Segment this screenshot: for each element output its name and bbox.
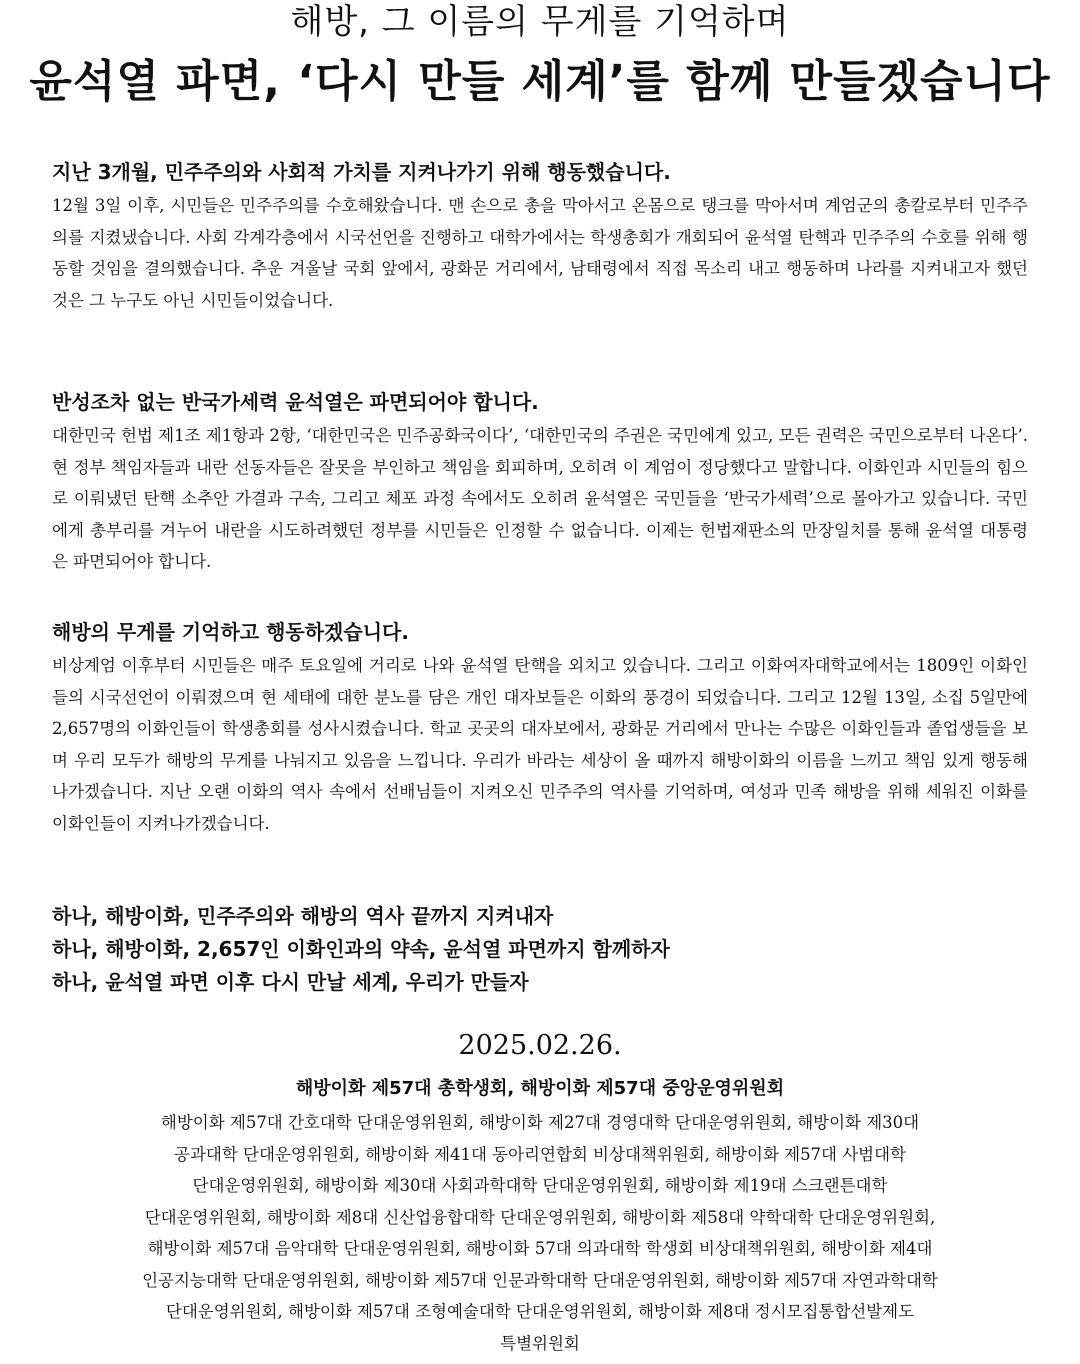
committee-line: 해방이화 제57대 간호대학 단대운영위원회, 해방이화 제27대 경영대학 단대운영위원회, 해방이화 제30대 <box>160 1113 920 1132</box>
section-3-body: 비상계엄 이후부터 시민들은 매주 토요일에 거리로 나와 윤석열 탄핵을 외치고 있습니다. 그리고 이화여자대학교에서는 1809인 이화인들의 시국선언이 이뤄졌으며 현 세태에 대한 분노를 담은 개인 대자보들은 이화의 풍경이 되었습니다. 그리고 12월 13일, 소집 5일만에 2,657명의 이화인들이 학생총회를 성사시켰습니다. 학교 곳곳의 대자보에서, 광화문 거리에서 만나는 수많은 이화인들과 졸업생들을 보며 우리 모두가 해방의 무게를 나눠지고 있음을 느낍니다. 우리가 바라는 세상이 올 때까지 해방이화의 이름을 느끼고 책임 있게 행동해나가겠습니다. 지난 오랜 이화의 역사 속에서 선배님들이 지켜오신 민주주의 역사를 기억하며, 여성과 민족 해방을 위해 세워진 이화를 이화인들이 지켜나가겠습니다. <box>52 656 1028 833</box>
committee-line: 해방이화 제57대 음악대학 단대운영위원회, 해방이화 57대 의과대학 학생회 비상대책위원회, 해방이화 제4대 <box>147 1239 933 1258</box>
subtitle: 해방, 그 이름의 무게를 기억하며 <box>290 2 790 42</box>
signer-line: 해방이화 제57대 총학생회, 해방이화 제57대 중앙운영위원회 <box>295 1078 785 1099</box>
resolution-2: 하나, 해방이화, 2,657인 이화인과의 약속, 윤석열 파면까지 함께하자 <box>52 937 670 961</box>
section-1-heading: 지난 3개월, 민주주의와 사회적 가치를 지켜나가기 위해 행동했습니다. <box>52 160 671 184</box>
resolution-3: 하나, 윤석열 파면 이후 다시 만날 세계, 우리가 만들자 <box>52 970 529 994</box>
section-2-body: 대한민국 헌법 제1조 제1항과 2항, ‘대한민국은 민주공화국이다’, ‘대한민국의 주권은 국민에게 있고, 모든 권력은 국민으로부터 나온다’. 현 정부 책임자들과 내란 선동자들은 잘못을 부인하고 책임을 회피하며, 오히려 이 계엄이 정당했다고 말합니다. 이화인과 시민들의 힘으로 이뤄냈던 탄핵 소추안 가결과 구속, 그리고 체포 과정 속에서도 오히려 윤석열은 국민들을 ‘반국가세력’으로 몰아가고 있습니다. 국민에게 총부리를 겨누어 내란을 시도하려했던 정부를 시민들은 인정할 수 없습니다. 이제는 헌법재판소의 만장일치를 통해 윤석열 대통령은 파면되어야 합니다. <box>52 426 1028 571</box>
resolutions <box>52 900 1028 999</box>
committee-list <box>60 1107 1020 1359</box>
section-3-heading: 해방의 무게를 기억하고 행동하겠습니다. <box>52 620 409 644</box>
statement-date: 2025.02.26. <box>458 1030 622 1061</box>
resolution-1: 하나, 해방이화, 민주주의와 해방의 역사 끝까지 지켜내자 <box>52 904 554 928</box>
committee-line: 단대운영위원회, 해방이화 제8대 신산업융합대학 단대운영위원회, 해방이화 제58대 약학대학 단대운영위원회, <box>144 1207 936 1227</box>
committee-line: 인공지능대학 단대운영위원회, 해방이화 제57대 인문과학대학 단대운영위원회, 해방이화 제57대 자연과학대학 <box>142 1270 938 1290</box>
section-2 <box>52 386 1028 578</box>
committee-line: 공과대학 단대운영위원회, 해방이화 제41대 동아리연합회 비상대책위원회, 해방이화 제57대 사범대학 <box>174 1144 906 1164</box>
committee-line: 단대운영위원회, 해방이화 제57대 조형예술대학 단대운영위원회, 해방이화 제8대 정시모집통합선발제도 <box>165 1302 915 1321</box>
section-1-body: 12월 3일 이후, 시민들은 민주주의를 수호해왔습니다. 맨 손으로 총을 막아서고 온몸으로 탱크를 막아서며 계엄군의 총칼로부터 민주주의를 지켰냈습니다. 사회 각계각층에서 시국선언을 진행하고 대학가에서는 학생총회가 개회되어 윤석열 탄핵과 민주주의 수호를 위해 행동할 것임을 결의했습니다. 추운 겨울날 국회 앞에서, 광화문 거리에서, 남태령에서 직접 목소리 내고 행동하며 나라를 지켜내고자 했던 것은 그 누구도 아닌 시민들이었습니다. <box>52 196 1028 310</box>
page-title: 윤석열 파면, ‘다시 만들 세계’를 함께 만들겠습니다 <box>29 56 1051 107</box>
section-2-heading: 반성조차 없는 반국가세력 윤석열은 파면되어야 합니다. <box>52 390 539 414</box>
committee-line: 특별위원회 <box>500 1333 580 1353</box>
section-3 <box>52 616 1028 839</box>
committee-line: 단대운영위원회, 해방이화 제30대 사회과학대학 단대운영위원회, 해방이화 제19대 스크랜튼대학 <box>192 1176 888 1195</box>
section-1 <box>52 156 1028 316</box>
